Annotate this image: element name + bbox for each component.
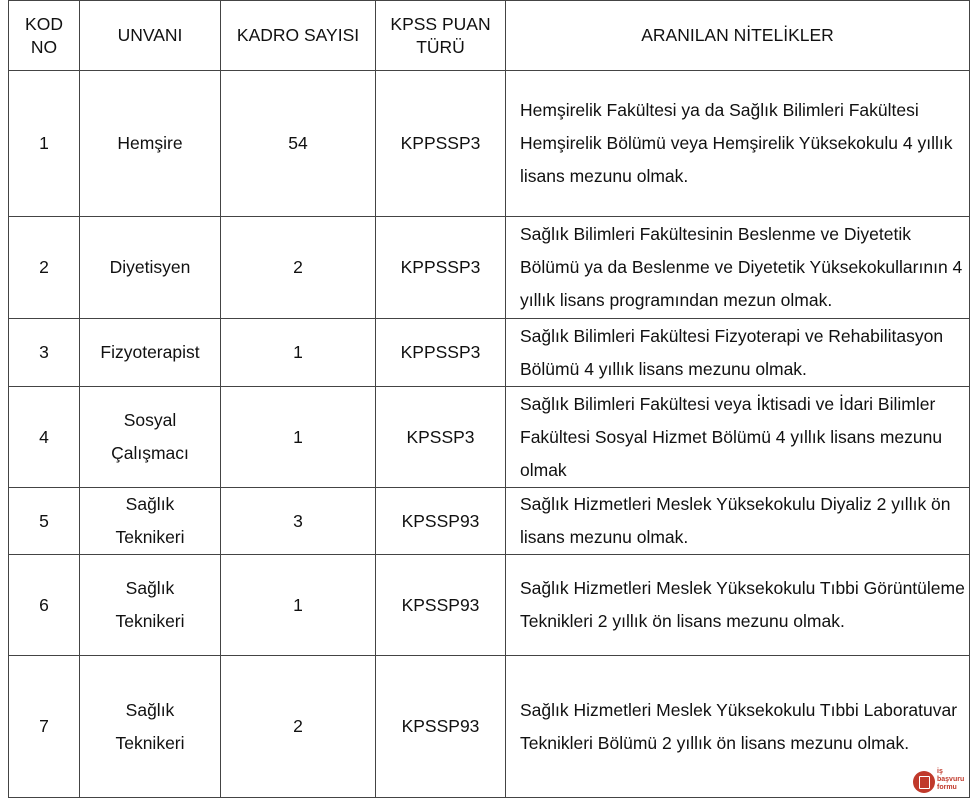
- table-row: [9, 656, 970, 798]
- cell-kadro: 1: [221, 555, 376, 656]
- table-row: [9, 71, 970, 217]
- cell-kadro: 2: [221, 217, 376, 319]
- cell-kod: 4: [9, 387, 80, 488]
- header-kod: KOD NO: [9, 1, 80, 71]
- cell-kadro: 3: [221, 488, 376, 555]
- cell-unvan: Sağlık Teknikeri: [80, 488, 221, 555]
- cell-kpss: KPSSP3: [376, 387, 506, 488]
- table-row: [9, 319, 970, 387]
- cell-kadro: 1: [221, 319, 376, 387]
- cell-kod: 7: [9, 656, 80, 798]
- watermark-line1: iş: [937, 768, 943, 775]
- document-icon: [913, 771, 935, 793]
- cell-kpss: KPPSSP3: [376, 217, 506, 319]
- positions-table: [8, 0, 970, 798]
- cell-unvan: Hemşire: [80, 71, 221, 217]
- table-row: [9, 217, 970, 319]
- cell-nitelik: Sağlık Hizmetleri Meslek Yüksekokulu Diyaliz 2 yıllık ön lisans mezunu olmak.: [506, 488, 970, 555]
- table-row: [9, 555, 970, 656]
- cell-kod: 6: [9, 555, 80, 656]
- cell-nitelik: Sağlık Bilimleri Fakültesi veya İktisadi ve İdari Bilimler Fakültesi Sosyal Hizmet Bölümü 4 yıllık lisans mezunu olmak: [506, 387, 970, 488]
- header-row: [9, 1, 970, 71]
- cell-kod: 1: [9, 71, 80, 217]
- cell-kpss: KPSSP93: [376, 555, 506, 656]
- cell-unvan: Sosyal Çalışmacı: [80, 387, 221, 488]
- cell-nitelik: Sağlık Bilimleri Fakültesinin Beslenme ve Diyetetik Bölümü ya da Beslenme ve Diyetetik Yüksekokullarının 4 yıllık lisans programından mezun olmak.: [506, 217, 970, 319]
- cell-kod: 3: [9, 319, 80, 387]
- header-unvan: UNVANI: [80, 1, 221, 71]
- header-kpss: KPSS PUAN TÜRÜ: [376, 1, 506, 71]
- cell-kpss: KPSSP93: [376, 488, 506, 555]
- table-row: [9, 488, 970, 555]
- watermark-line2: başvuru: [937, 776, 965, 783]
- cell-nitelik: Sağlık Hizmetleri Meslek Yüksekokulu Tıbbi Laboratuvar Teknikleri Bölümü 2 yıllık ön lisans mezunu olmak.: [506, 656, 970, 798]
- header-kadro: KADRO SAYISI: [221, 1, 376, 71]
- cell-kadro: 54: [221, 71, 376, 217]
- cell-kpss: KPPSSP3: [376, 71, 506, 217]
- cell-kadro: 2: [221, 656, 376, 798]
- cell-kadro: 1: [221, 387, 376, 488]
- cell-kpss: KPPSSP3: [376, 319, 506, 387]
- cell-kod: 5: [9, 488, 80, 555]
- cell-unvan: Sağlık Teknikeri: [80, 656, 221, 798]
- header-nitelik: ARANILAN NİTELİKLER: [506, 1, 970, 71]
- cell-nitelik: Hemşirelik Fakültesi ya da Sağlık Bilimleri Fakültesi Hemşirelik Bölümü veya Hemşirelik Yüksekokulu 4 yıllık lisans mezunu olmak.: [506, 71, 970, 217]
- table-row: [9, 387, 970, 488]
- watermark-text: [937, 768, 964, 792]
- cell-unvan: Fizyoterapist: [80, 319, 221, 387]
- cell-nitelik: Sağlık Hizmetleri Meslek Yüksekokulu Tıbbi Görüntüleme Teknikleri 2 yıllık ön lisans mezunu olmak.: [506, 555, 970, 656]
- cell-kod: 2: [9, 217, 80, 319]
- cell-kpss: KPSSP93: [376, 656, 506, 798]
- cell-nitelik: Sağlık Bilimleri Fakültesi Fizyoterapi ve Rehabilitasyon Bölümü 4 yıllık lisans mezunu olmak.: [506, 319, 970, 387]
- cell-unvan: Sağlık Teknikeri: [80, 555, 221, 656]
- watermark-logo: [913, 768, 973, 798]
- watermark-line3: formu: [937, 784, 957, 791]
- cell-unvan: Diyetisyen: [80, 217, 221, 319]
